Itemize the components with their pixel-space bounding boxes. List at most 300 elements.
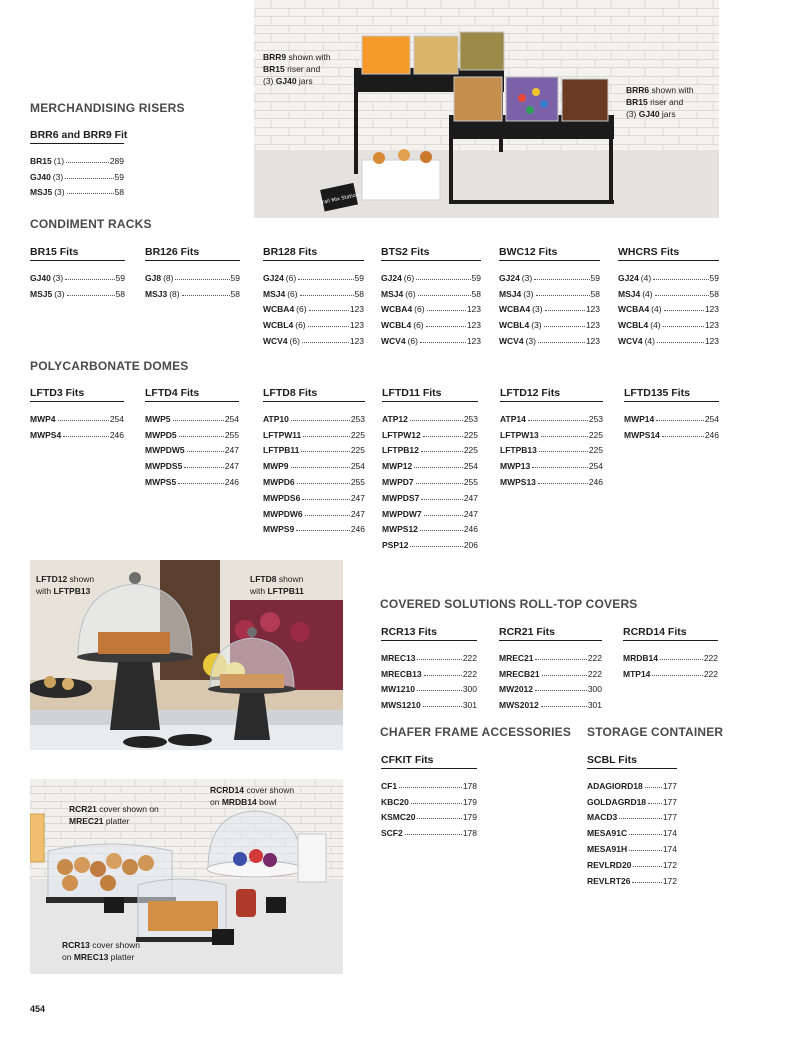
item-code: WCBL4: [499, 320, 530, 331]
dot-leader: [423, 706, 462, 707]
item-code: MRDB14: [623, 652, 658, 663]
list-item: [263, 299, 364, 315]
item-code: MACD3: [587, 812, 618, 823]
item-page-number: 172: [662, 859, 677, 870]
dot-leader: [420, 530, 463, 531]
item-page-number: 247: [350, 508, 365, 519]
list-item: [623, 663, 718, 679]
dot-leader: [423, 436, 463, 437]
list-item: [499, 330, 600, 346]
list-item: [587, 775, 677, 791]
list-item: [500, 471, 603, 487]
item-quantity: (3): [525, 335, 536, 346]
item-code: WCBL4: [381, 320, 412, 331]
item-code: KBC20: [381, 796, 409, 807]
polycarbonate-domes-title: POLYCARBONATE DOMES: [30, 359, 189, 373]
item-page-number: 253: [350, 413, 365, 424]
item-quantity: (6): [296, 304, 307, 315]
item-page-number: 225: [463, 429, 478, 440]
merchandising-risers-photo: [254, 0, 719, 218]
item-code: MRECB21: [499, 668, 540, 679]
item-quantity: (6): [414, 304, 425, 315]
item-page-number: 123: [349, 320, 364, 331]
item-code: MWPDW6: [263, 508, 303, 519]
list-item: [263, 471, 365, 487]
dot-leader: [541, 436, 588, 437]
item-code: MWP14: [624, 413, 655, 424]
dot-leader: [645, 787, 662, 788]
item-code: GJ40: [30, 171, 51, 182]
item-page-number: 58: [354, 288, 364, 299]
list-item: [499, 314, 600, 330]
dot-leader: [58, 420, 109, 421]
dot-leader: [417, 659, 461, 660]
item-quantity: (3): [54, 187, 65, 198]
dot-leader: [421, 499, 463, 500]
list-item: [263, 503, 365, 519]
dot-leader: [65, 279, 114, 280]
column-heading: BR15 Fits: [30, 246, 125, 261]
item-code: MTP14: [623, 668, 651, 679]
item-code: MWPD5: [145, 429, 177, 440]
list-item: [382, 471, 478, 487]
item-code: LFTPW11: [263, 429, 302, 440]
item-quantity: (3): [52, 171, 64, 182]
dot-leader: [410, 546, 462, 547]
list-item: [381, 330, 481, 346]
column-heading: RCR13 Fits: [381, 626, 477, 641]
column-heading: RCRD14 Fits: [623, 626, 718, 641]
list-item: [263, 314, 364, 330]
dot-leader: [662, 436, 704, 437]
dot-leader: [291, 420, 350, 421]
covered-column: [499, 626, 602, 710]
item-page-number: 58: [230, 288, 240, 299]
item-quantity: (6): [413, 320, 424, 331]
column-heading: LFTD135 Fits: [624, 387, 719, 402]
item-code: MWS2012: [499, 700, 539, 711]
item-page-number: 123: [466, 304, 481, 315]
storage-container-title: STORAGE CONTAINER: [587, 725, 724, 739]
column-heading: LFTD12 Fits: [500, 387, 603, 402]
item-page-number: 253: [588, 413, 603, 424]
item-page-number: 246: [350, 524, 365, 535]
item-page-number: 59: [471, 272, 481, 283]
item-code: MWPS12: [382, 524, 418, 535]
item-code: MWPDS6: [263, 492, 301, 503]
item-page-number: 254: [224, 413, 239, 424]
dot-leader: [416, 483, 463, 484]
dot-leader: [300, 295, 354, 296]
list-item: [381, 822, 477, 838]
item-page-number: 253: [463, 413, 478, 424]
item-code: LFTPW13: [500, 429, 539, 440]
item-code: MRECB13: [381, 668, 422, 679]
dot-leader: [184, 467, 224, 468]
item-page-number: 246: [463, 524, 478, 535]
column-heading: CFKIT Fits: [381, 754, 477, 769]
condiment-racks-title: CONDIMENT RACKS: [30, 217, 152, 231]
item-page-number: 300: [462, 684, 477, 695]
dot-leader: [305, 515, 350, 516]
domes-column: [500, 387, 603, 487]
column-heading: SCBL Fits: [587, 754, 677, 769]
item-code: BR15: [30, 155, 52, 166]
item-code: KSMC20: [381, 812, 416, 823]
item-page-number: 174: [662, 843, 677, 854]
item-quantity: (3): [54, 288, 65, 299]
dot-leader: [532, 467, 588, 468]
item-page-number: 59: [115, 272, 125, 283]
list-item: [381, 807, 477, 823]
item-page-number: 177: [662, 812, 677, 823]
column-heading: BTS2 Fits: [381, 246, 481, 261]
list-item: [381, 679, 477, 695]
list-item: [145, 471, 239, 487]
list-item: [587, 822, 677, 838]
list-item: [263, 519, 365, 535]
item-code: LFTPB12: [382, 445, 419, 456]
item-quantity: (4): [642, 288, 653, 299]
item-code: GJ24: [499, 272, 520, 283]
dot-leader: [535, 690, 587, 691]
list-item: [499, 283, 600, 299]
list-item: [382, 440, 478, 456]
item-code: MWS1210: [381, 700, 421, 711]
dot-leader: [619, 818, 662, 819]
dot-leader: [303, 436, 350, 437]
condiment-column: [381, 246, 481, 346]
item-page-number: 177: [662, 780, 677, 791]
list-item: [145, 455, 239, 471]
dot-leader: [67, 193, 114, 194]
column-heading: LFTD4 Fits: [145, 387, 239, 402]
item-code: MW1210: [381, 684, 416, 695]
dot-leader: [632, 882, 661, 883]
dot-leader: [414, 467, 463, 468]
list-item: [382, 455, 478, 471]
trail-mix-sign: Trail Mix Station: [319, 192, 360, 207]
dot-leader: [528, 420, 588, 421]
list-item: [30, 267, 125, 283]
list-item: [145, 440, 239, 456]
list-item: [382, 534, 478, 550]
list-item: [500, 455, 603, 471]
item-page-number: 123: [349, 335, 364, 346]
item-code: ATP12: [382, 413, 408, 424]
dot-leader: [424, 515, 463, 516]
dot-leader: [291, 467, 350, 468]
list-item: [145, 283, 240, 299]
item-code: MREC13: [381, 652, 416, 663]
dot-leader: [657, 342, 704, 343]
item-page-number: 246: [224, 476, 239, 487]
polycarbonate-domes-photo: [30, 560, 343, 750]
item-quantity: (4): [644, 335, 655, 346]
dot-leader: [308, 326, 349, 327]
list-item: [381, 267, 481, 283]
item-code: GJ24: [618, 272, 639, 283]
item-code: WCBL4: [263, 320, 294, 331]
item-code: MWPD6: [263, 476, 295, 487]
column-heading: BR126 Fits: [145, 246, 240, 261]
item-code: MSJ4: [381, 288, 404, 299]
item-page-number: 123: [704, 335, 719, 346]
dot-leader: [301, 451, 349, 452]
dot-leader: [534, 279, 589, 280]
item-code: MWP9: [263, 461, 289, 472]
item-page-number: 225: [463, 445, 478, 456]
list-item: [381, 791, 477, 807]
item-page-number: 225: [350, 429, 365, 440]
list-item: [623, 647, 718, 663]
item-code: WCBA4: [381, 304, 413, 315]
item-code: MWPS13: [500, 476, 536, 487]
item-page-number: 58: [115, 288, 125, 299]
item-quantity: (1): [53, 155, 65, 166]
item-page-number: 254: [463, 461, 478, 472]
item-code: LFTPB11: [263, 445, 300, 456]
chafer-column: [381, 754, 477, 838]
dot-leader: [652, 675, 702, 676]
item-code: MSJ4: [618, 288, 641, 299]
dot-leader: [417, 690, 462, 691]
dot-leader: [417, 818, 461, 819]
item-code: MWPS9: [263, 524, 295, 535]
item-code: CF1: [381, 780, 398, 791]
dot-leader: [66, 162, 109, 163]
dot-leader: [536, 295, 590, 296]
item-code: MREC21: [499, 652, 534, 663]
item-code: MWP4: [30, 413, 56, 424]
item-code: MWPDW5: [145, 445, 185, 456]
list-item: [30, 424, 124, 440]
list-item: [381, 694, 477, 710]
list-item: [624, 408, 719, 424]
item-page-number: 247: [224, 461, 239, 472]
item-quantity: (4): [651, 304, 662, 315]
item-page-number: 123: [466, 335, 481, 346]
item-page-number: 123: [585, 320, 600, 331]
item-code: LFTPB13: [500, 445, 537, 456]
dot-leader: [296, 530, 350, 531]
list-item: [587, 838, 677, 854]
dot-leader: [302, 342, 349, 343]
dot-leader: [660, 659, 703, 660]
item-page-number: 179: [462, 812, 477, 823]
domes-column: [382, 387, 478, 550]
item-page-number: 225: [350, 445, 365, 456]
covers-caption-rcr21: RCR21 cover shown on MREC21 platter: [69, 804, 159, 826]
item-page-number: 255: [463, 476, 478, 487]
list-item: [145, 424, 239, 440]
item-quantity: (6): [403, 272, 415, 283]
item-quantity: (6): [407, 335, 418, 346]
dot-leader: [648, 803, 662, 804]
item-page-number: 301: [462, 700, 477, 711]
column-heading: WHCRS Fits: [618, 246, 719, 261]
list-item: [30, 408, 124, 424]
item-page-number: 247: [463, 492, 478, 503]
item-code: MWPDW7: [382, 508, 422, 519]
item-code: MSJ3: [145, 288, 168, 299]
item-quantity: (3): [52, 272, 64, 283]
item-quantity: (6): [405, 288, 416, 299]
item-code: MSJ5: [30, 187, 53, 198]
item-page-number: 59: [114, 171, 124, 182]
dot-leader: [416, 279, 470, 280]
domes-column: [624, 387, 719, 440]
item-quantity: (6): [289, 335, 300, 346]
item-page-number: 222: [462, 652, 477, 663]
roll-top-covers-photo: [30, 779, 343, 974]
dot-leader: [655, 295, 709, 296]
item-quantity: (4): [640, 272, 652, 283]
list-item: [499, 267, 600, 283]
item-page-number: 246: [588, 476, 603, 487]
list-item: [500, 440, 603, 456]
list-item: [30, 182, 124, 198]
list-item: [499, 647, 602, 663]
list-item: [145, 408, 239, 424]
item-code: WCBA4: [499, 304, 531, 315]
item-page-number: 246: [109, 429, 124, 440]
condiment-column: [30, 246, 125, 299]
page-number: 454: [30, 1004, 46, 1014]
item-page-number: 254: [704, 413, 719, 424]
dot-leader: [538, 342, 585, 343]
item-code: ADAGIORD18: [587, 780, 643, 791]
dot-leader: [175, 279, 229, 280]
dot-leader: [63, 436, 109, 437]
item-page-number: 289: [109, 155, 124, 166]
risers-caption-brr6: BRR6 shown with BR15 riser and (3) GJ40 jars: [626, 85, 694, 119]
list-item: [263, 440, 365, 456]
item-page-number: 254: [350, 461, 365, 472]
item-code: MSJ5: [30, 288, 53, 299]
item-page-number: 123: [349, 304, 364, 315]
dot-leader: [421, 451, 463, 452]
dot-leader: [420, 342, 466, 343]
item-quantity: (6): [287, 288, 298, 299]
covered-column: [623, 626, 718, 679]
covers-caption-rcrd14: RCRD14 cover shown on MRDB14 bowl: [210, 785, 295, 807]
item-page-number: 255: [224, 429, 239, 440]
item-page-number: 58: [709, 288, 719, 299]
list-item: [263, 408, 365, 424]
item-page-number: 58: [590, 288, 600, 299]
item-code: MWPS14: [624, 429, 660, 440]
item-code: MESA91C: [587, 828, 628, 839]
dot-leader: [298, 279, 353, 280]
domes-column: [145, 387, 239, 487]
dot-leader: [399, 787, 462, 788]
dot-leader: [302, 499, 350, 500]
item-page-number: 58: [471, 288, 481, 299]
dot-leader: [178, 483, 224, 484]
item-code: MSJ4: [499, 288, 522, 299]
item-page-number: 300: [587, 684, 602, 695]
list-item: [382, 487, 478, 503]
item-code: WCV4: [381, 335, 406, 346]
item-page-number: 254: [588, 461, 603, 472]
item-code: ATP10: [263, 413, 289, 424]
item-code: ATP14: [500, 413, 526, 424]
domes-column: [263, 387, 365, 534]
item-code: MWP5: [145, 413, 171, 424]
dot-leader: [633, 866, 661, 867]
item-code: GJ24: [263, 272, 284, 283]
list-item: [618, 283, 719, 299]
item-page-number: 247: [463, 508, 478, 519]
item-code: MESA91H: [587, 843, 628, 854]
column-heading: BR128 Fits: [263, 246, 364, 261]
item-page-number: 222: [587, 668, 602, 679]
item-page-number: 123: [585, 335, 600, 346]
covers-caption-rcr13: RCR13 cover shown on MREC13 platter: [62, 940, 140, 962]
dot-leader: [544, 326, 585, 327]
item-page-number: 178: [462, 828, 477, 839]
merch-column: [30, 129, 128, 198]
item-code: WCV4: [618, 335, 643, 346]
dot-leader: [535, 659, 586, 660]
item-quantity: (3): [532, 304, 543, 315]
item-code: MWP12: [382, 461, 413, 472]
item-page-number: 178: [462, 780, 477, 791]
list-item: [500, 408, 603, 424]
list-item: [500, 424, 603, 440]
covered-column: [381, 626, 477, 710]
item-code: GJ24: [381, 272, 402, 283]
column-heading: BRR6 and BRR9 Fit: [30, 129, 124, 144]
dot-leader: [653, 279, 708, 280]
list-item: [382, 519, 478, 535]
storage-column: [587, 754, 677, 886]
item-page-number: 59: [354, 272, 364, 283]
column-heading: LFTD8 Fits: [263, 387, 365, 402]
item-code: WCV4: [263, 335, 288, 346]
item-quantity: (6): [295, 320, 306, 331]
list-item: [618, 330, 719, 346]
condiment-column: [263, 246, 364, 346]
item-page-number: 222: [587, 652, 602, 663]
list-item: [587, 807, 677, 823]
item-code: GJ8: [145, 272, 162, 283]
dot-leader: [411, 803, 462, 804]
list-item: [587, 854, 677, 870]
item-code: MWPDS7: [382, 492, 420, 503]
dot-leader: [418, 295, 471, 296]
list-item: [382, 408, 478, 424]
risers-caption-brr9: BRR9 shown with BR15 riser and (3) GJ40 jars: [263, 52, 331, 86]
item-code: MWPDS5: [145, 461, 183, 472]
item-page-number: 301: [587, 700, 602, 711]
item-code: MSJ4: [263, 288, 286, 299]
dot-leader: [629, 850, 662, 851]
dot-leader: [664, 310, 704, 311]
list-item: [499, 679, 602, 695]
dot-leader: [179, 436, 224, 437]
item-code: MWPS4: [30, 429, 62, 440]
dot-leader: [182, 295, 230, 296]
list-item: [263, 330, 364, 346]
dot-leader: [187, 451, 224, 452]
list-item: [263, 487, 365, 503]
item-page-number: 172: [662, 875, 677, 886]
list-item: [382, 424, 478, 440]
dot-leader: [539, 451, 588, 452]
domes-caption-lftd8: LFTD8 shown with LFTPB11: [250, 574, 304, 596]
